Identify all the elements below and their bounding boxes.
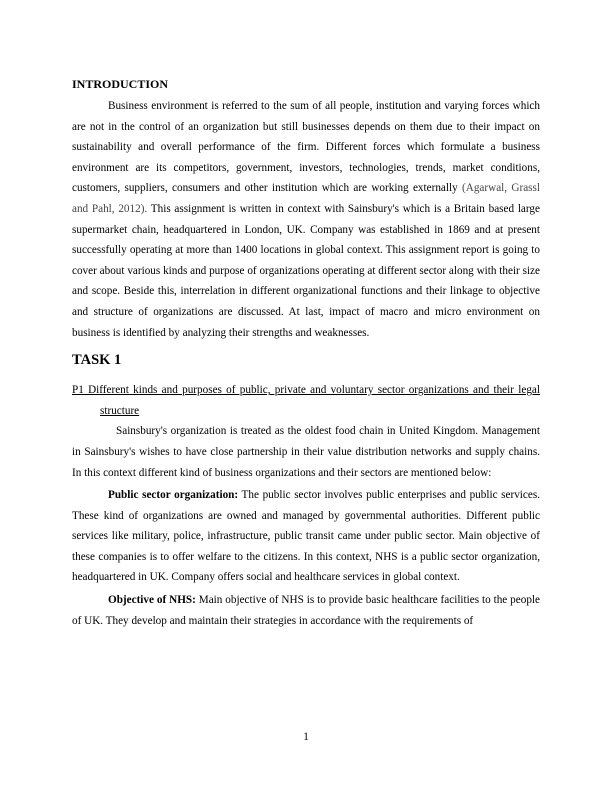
nhs-objective-paragraph [72,590,540,631]
introduction-heading: INTRODUCTION [72,77,169,91]
page-number: 1 [303,731,309,743]
introduction-citation: (Agarwal, Grassl and Pahl, 2012). [72,182,540,215]
nhs-objective-label: Objective of NHS: [108,594,196,607]
p1-subheading: P1 Different kinds and purposes of public, private and voluntary sector organizations and their legal structure [72,384,540,417]
nhs-objective-text: Main objective of NHS is to provide basic healthcare facilities to the people of UK. They develop and maintain their strategies in accordance with the requirements of [72,594,540,627]
public-sector-text: The public sector involves public enterprises and public services. These kind of organizations are owned and managed by governmental authorities. Different public services like military, police, infrastructure, public transit came under public sector. Main objective of these companies is to offer welfare to the citizens. In this context, NHS is a public sector organization, headquartered in UK. Company offers social and healthcare services in global context. [72,489,540,584]
introduction-text-part2: This assignment is written in context with Sainsbury's which is a Britain based large supermarket chain, headquartered in London, UK. Company was established in 1869 and at present successfully operating at more than 1400 locations in global context. This assignment report is going to cover about various kinds and purpose of organizations operating at different sector along with their size and scope. Beside this, interrelation in different organizational functions and their linkage to objective and structure of organizations are discussed. At last, impact of macro and micro environment on business is identified by analyzing their strengths and weaknesses. [72,202,540,339]
page-content [72,76,540,631]
public-sector-label: Public sector organization: [108,489,239,502]
task1-heading: TASK 1 [72,352,122,369]
public-sector-paragraph [72,485,540,588]
introduction-paragraph [72,96,540,343]
sainsbury-paragraph: Sainsbury's organization is treated as the oldest food chain in United Kingdom. Management in Sainsbury's wishes to have close partnership in their value distribution networks and supply chains. In this context different kind of business organizations and their sectors are mentioned below: [72,425,540,479]
introduction-text-part1: Business environment is referred to the sum of all people, institution and varying forces which are not in the control of an organization but still businesses depends on them due to their impact on sustainability and overall performance of the firm. Different forces which formulate a business environment are its competitors, government, investors, technologies, trends, market conditions, customers, suppliers, consumers and other institution which are working externally [72,100,540,195]
